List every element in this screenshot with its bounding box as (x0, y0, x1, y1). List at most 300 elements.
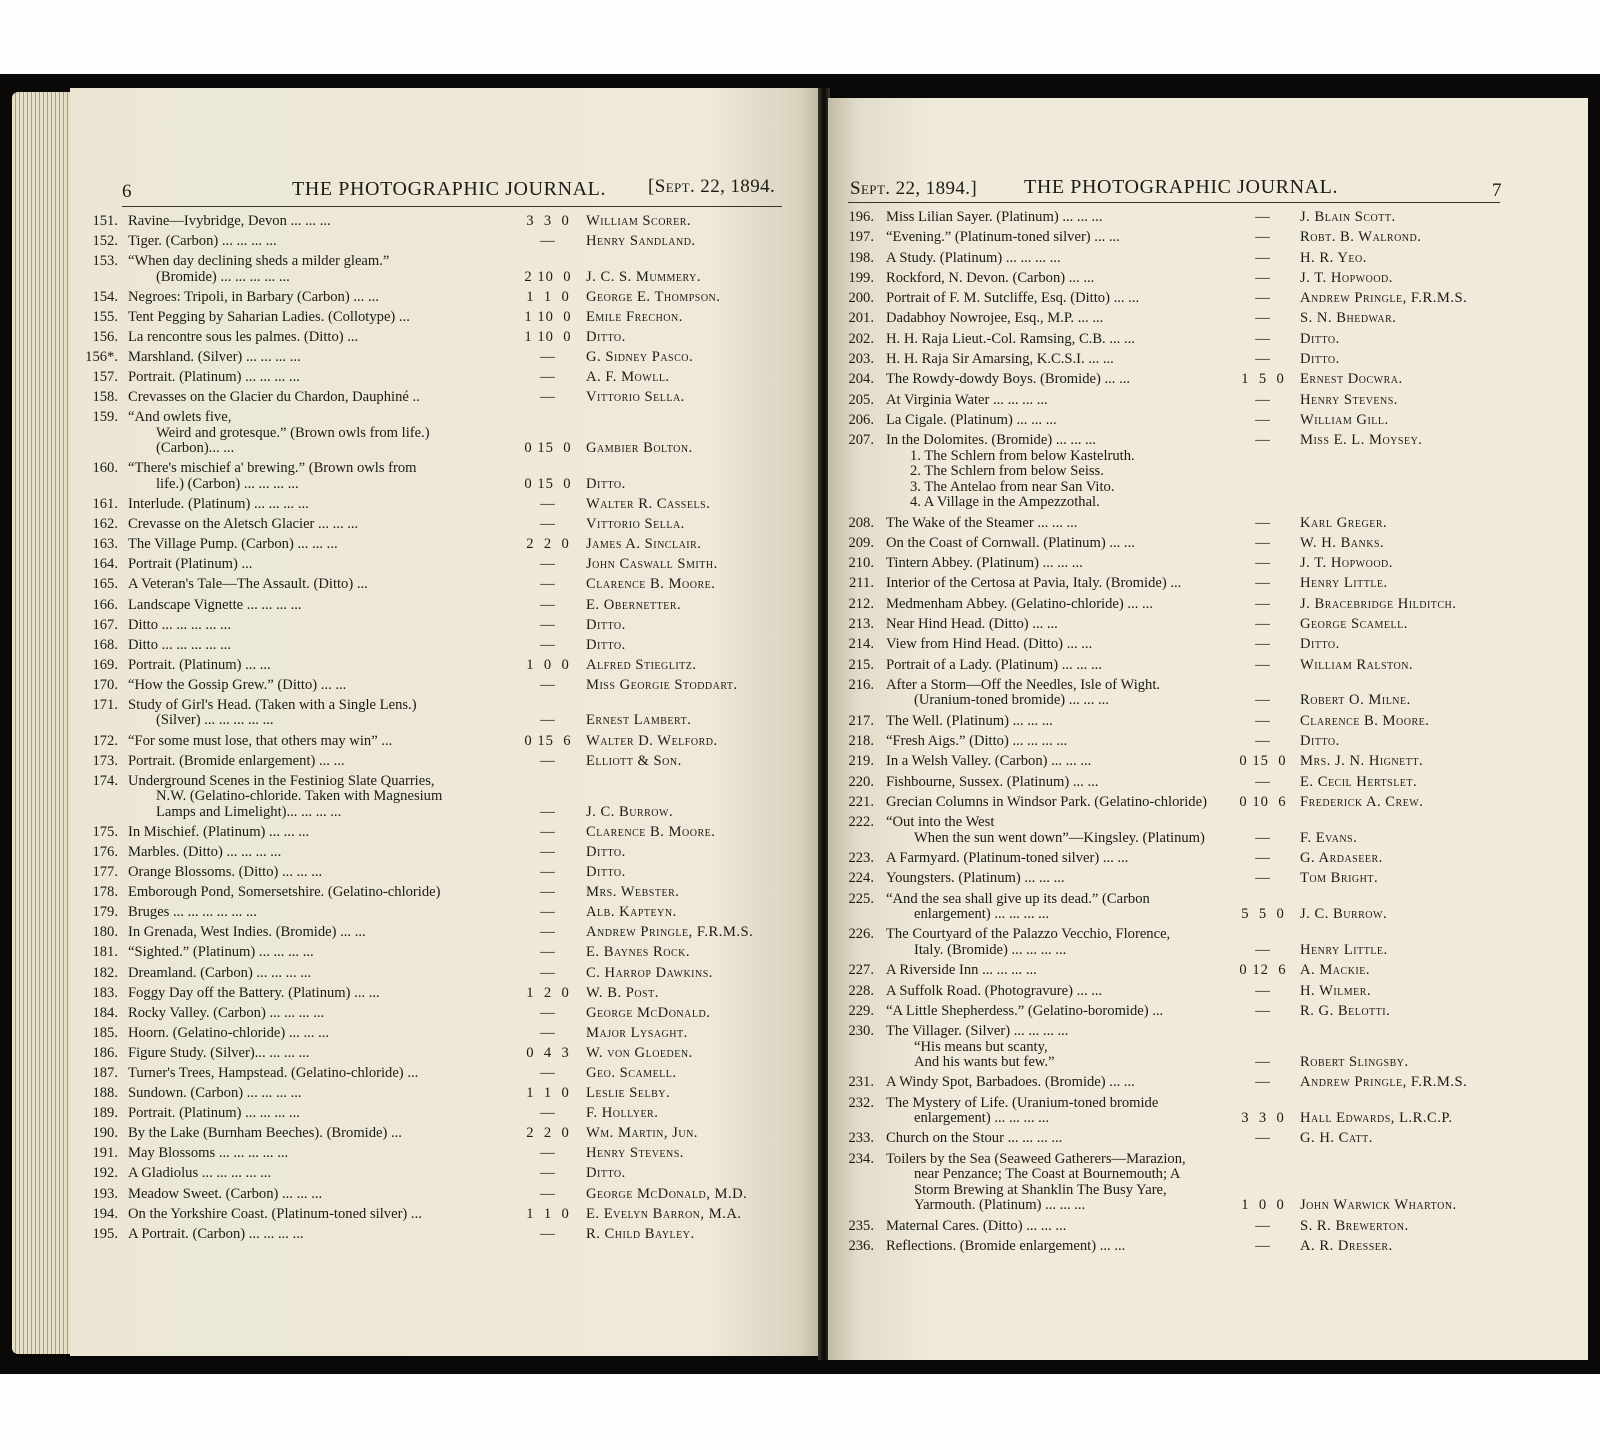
catalogue-entry (70, 575, 822, 595)
entry-price: 0 15 0 (1239, 753, 1287, 770)
entry-price: 1 1 0 (526, 1085, 570, 1102)
entry-number: 181. (92, 944, 118, 961)
entry-number: 182. (92, 964, 118, 981)
entry-exhibitor: H. R. Yeo. (1300, 249, 1367, 266)
entry-number: 229. (848, 1002, 874, 1019)
entry-title-line: A Study. (Platinum) ... ... ... ... (886, 249, 1061, 266)
entry-sub-item: 4. A Village in the Ampezzothal. (910, 494, 1100, 511)
catalogue-entry (828, 961, 1588, 981)
entry-exhibitor: Clarence B. Moore. (1300, 712, 1430, 729)
entry-exhibitor: Andrew Pringle, F.R.M.S. (1300, 290, 1468, 307)
entry-price: 0 4 3 (526, 1044, 570, 1061)
entry-title-line: Portrait of a Lady. (Platinum) ... ... ... (886, 656, 1102, 673)
entry-price: — (540, 1225, 556, 1242)
entry-title (128, 774, 513, 821)
catalogue-entry (828, 269, 1588, 289)
right-page (828, 98, 1588, 1360)
catalogue-entry (828, 534, 1588, 554)
entry-price: — (1255, 656, 1271, 673)
entry-title-line: Dadabhoy Nowrojee, Esq., M.P. ... ... (886, 310, 1104, 327)
entry-title (128, 537, 513, 553)
catalogue-entry (828, 330, 1588, 350)
entry-price: — (1255, 773, 1271, 790)
entry-title-line: The Rowdy-dowdy Boys. (Bromide) ... ... (886, 371, 1131, 388)
entry-title (128, 925, 513, 941)
entry-number: 193. (92, 1185, 118, 1202)
entry-exhibitor: George E. Thompson. (586, 288, 721, 305)
entry-number: 226. (848, 926, 874, 943)
entry-title (128, 658, 513, 674)
entry-title-line: Italy. (Bromide) ... ... ... ... (914, 941, 1067, 958)
entry-title (128, 410, 513, 457)
catalogue-entry (70, 1185, 822, 1205)
entry-title (128, 254, 513, 285)
catalogue-entry (70, 408, 822, 459)
entry-price: 1 1 0 (526, 288, 570, 305)
entry-price: 1 0 0 (1241, 1197, 1285, 1214)
entry-price: — (540, 712, 556, 729)
entry-price: — (1255, 330, 1271, 347)
entry-price: — (540, 884, 556, 901)
catalogue-entry (70, 1164, 822, 1184)
entry-title (128, 698, 513, 729)
entry-sub-item: 3. The Antelao from near San Vito. (910, 478, 1115, 495)
entry-number: 169. (92, 656, 118, 673)
catalogue-entry (70, 1225, 822, 1245)
catalogue-entry (828, 793, 1588, 813)
entry-title-line: Youngsters. (Platinum) ... ... ... (886, 870, 1065, 887)
entry-exhibitor: William Gill. (1300, 411, 1389, 428)
entry-title (886, 536, 1229, 552)
catalogue-entry (828, 391, 1588, 411)
catalogue-entry (828, 289, 1588, 309)
entry-title-line: life.) (Carbon) ... ... ... ... (156, 475, 299, 492)
page-edges (12, 92, 74, 1354)
entry-title (128, 390, 513, 406)
entry-exhibitor: G. H. Catt. (1300, 1130, 1373, 1147)
entry-title-line: In Grenada, West Indies. (Bromide) ... ... (128, 924, 366, 941)
entry-number: 204. (848, 371, 874, 388)
catalogue-entry (70, 288, 822, 308)
catalogue-entry (828, 350, 1588, 370)
entry-number: 164. (92, 556, 118, 573)
entry-price: — (540, 924, 556, 941)
entry-title-line: near Penzance; The Coast at Bournemouth; A (914, 1166, 1181, 1183)
entry-exhibitor: R. Child Bayley. (586, 1225, 695, 1242)
entry-price: 0 15 0 (524, 475, 572, 492)
entry-exhibitor: J. Bracebridge Hilditch. (1300, 595, 1457, 612)
entry-number: 152. (92, 233, 118, 250)
entry-price: 1 0 0 (526, 656, 570, 673)
entry-title (886, 413, 1229, 429)
catalogue-entry (70, 964, 822, 984)
catalogue-entry (828, 1073, 1588, 1093)
entry-title (128, 865, 513, 881)
entry-title (128, 754, 513, 770)
entry-title-line: A Gladiolus ... ... ... ... ... (128, 1165, 272, 1182)
entry-exhibitor: Leslie Selby. (586, 1085, 671, 1102)
entry-exhibitor: Miss Georgie Stoddart. (586, 676, 738, 693)
entry-price: — (540, 1064, 556, 1081)
entry-exhibitor: J. T. Hopwood. (1300, 269, 1393, 286)
catalogue-entry (70, 1205, 822, 1225)
entry-title-line: “How the Gossip Grew.” (Ditto) ... ... (128, 676, 347, 693)
catalogue-entry (828, 514, 1588, 534)
entry-title-line: Emborough Pond, Somersetshire. (Gelatino-chloride) (128, 884, 441, 901)
catalogue-entry (70, 1044, 822, 1064)
catalogue-entry (70, 696, 822, 732)
entry-exhibitor: George McDonald, M.D. (586, 1185, 748, 1202)
entry-exhibitor: James A. Sinclair. (586, 536, 702, 553)
catalogue-entry (70, 772, 822, 823)
entry-title-line: A Windy Spot, Barbadoes. (Bromide) ... ... (886, 1074, 1135, 1091)
catalogue-entry (70, 596, 822, 616)
entry-number: 151. (92, 213, 118, 229)
entry-title (886, 271, 1229, 287)
entry-price: 1 2 0 (526, 984, 570, 1001)
catalogue-entry (828, 1237, 1588, 1257)
entry-price: — (540, 369, 556, 386)
entry-title-line: The Wake of the Steamer ... ... ... (886, 514, 1078, 531)
entry-price: — (540, 1145, 556, 1162)
entry-number: 206. (848, 411, 874, 428)
entry-number: 166. (92, 596, 118, 613)
entry-number: 178. (92, 884, 118, 901)
entry-title (128, 1086, 513, 1102)
entry-number: 231. (848, 1074, 874, 1091)
entry-title (886, 815, 1229, 846)
entry-price: — (1255, 733, 1271, 750)
catalogue-entry (828, 1022, 1588, 1073)
entry-number: 158. (92, 389, 118, 406)
entry-title-line: Study of Girl's Head. (Taken with a Single Lens.) (128, 696, 417, 713)
entry-title-line: La Cigale. (Platinum) ... ... ... (886, 411, 1057, 428)
entry-exhibitor: G. Ardaseer. (1300, 850, 1383, 867)
entry-title-line: When the sun went down”—Kingsley. (Platinum) (914, 829, 1205, 846)
entry-title-line: The Village Pump. (Carbon) ... ... ... (128, 536, 338, 553)
entry-title-line: Portrait (Platinum) ... (128, 556, 253, 573)
entry-price: — (1255, 534, 1271, 551)
entry-number: 214. (848, 636, 874, 653)
entry-title (886, 678, 1229, 709)
entry-title (128, 1006, 513, 1022)
entry-number: 208. (848, 514, 874, 531)
catalogue-entry (828, 1002, 1588, 1022)
entry-price: — (540, 944, 556, 961)
issue-date: Sept. 22, 1894.] (850, 178, 978, 199)
entry-number: 200. (848, 290, 874, 307)
entry-title-line: Storm Brewing at Shanklin The Busy Yare, (914, 1181, 1167, 1198)
entry-title-line: By the Lake (Burnham Beeches). (Bromide) ... (128, 1125, 402, 1142)
entry-number: 219. (848, 753, 874, 770)
entry-title (128, 734, 513, 750)
entry-exhibitor: John Caswall Smith. (586, 556, 718, 573)
entry-number: 218. (848, 733, 874, 750)
entry-number: 157. (92, 369, 118, 386)
entry-exhibitor: Robert Slingsby. (1300, 1054, 1409, 1071)
entry-title-line: Figure Study. (Silver)... ... ... ... (128, 1044, 310, 1061)
catalogue-entry (828, 656, 1588, 676)
entry-title-line: Rockford, N. Devon. (Carbon) ... ... (886, 269, 1095, 286)
entry-title (128, 350, 513, 366)
entry-number: 171. (92, 696, 118, 713)
entry-number: 165. (92, 576, 118, 593)
entry-title (128, 825, 513, 841)
entry-title (128, 214, 513, 230)
entry-exhibitor: Henry Little. (1300, 941, 1388, 958)
entry-number: 203. (848, 351, 874, 368)
entry-number: 220. (848, 773, 874, 790)
entry-title (886, 1075, 1229, 1091)
catalogue-entry (828, 208, 1588, 228)
entry-number: 156. (92, 328, 118, 345)
entry-title (886, 393, 1229, 409)
catalogue-entry (828, 712, 1588, 732)
entry-title (886, 597, 1229, 613)
entry-exhibitor: Ditto. (586, 636, 626, 653)
entry-number: 192. (92, 1165, 118, 1182)
entry-price: 1 1 0 (526, 1205, 570, 1222)
entry-price: — (540, 349, 556, 366)
entry-title-line: Portrait. (Platinum) ... ... ... ... (128, 369, 300, 386)
entry-price: — (1255, 1237, 1271, 1254)
catalogue-entry (70, 984, 822, 1004)
catalogue-entry (828, 1217, 1588, 1237)
entry-price: — (1255, 1054, 1271, 1071)
entry-title-line: Interior of the Certosa at Pavia, Italy. (Bromide) ... (886, 575, 1182, 592)
entry-title (886, 372, 1229, 388)
entry-number: 201. (848, 310, 874, 327)
catalogue-entry (70, 752, 822, 772)
entry-exhibitor: Mrs. J. N. Hignett. (1300, 753, 1424, 770)
issue-date: [Sept. 22, 1894. (648, 176, 776, 197)
entry-title-line: The Villager. (Silver) ... ... ... ... (886, 1023, 1069, 1040)
entry-exhibitor: Ditto. (1300, 330, 1340, 347)
entry-title (886, 311, 1229, 327)
entry-price: 0 10 6 (1239, 793, 1287, 810)
entry-exhibitor: E. Obernetter. (586, 596, 682, 613)
entry-title (886, 617, 1229, 633)
entry-exhibitor: Alfred Stieglitz. (586, 656, 697, 673)
entry-title-line: Crevasses on the Glacier du Chardon, Dauphiné .. (128, 389, 420, 406)
entry-title-line: enlargement) ... ... ... ... (914, 1110, 1050, 1127)
entry-price: — (1255, 249, 1271, 266)
entry-title-line: Maternal Cares. (Ditto) ... ... ... (886, 1217, 1067, 1234)
entry-price: 0 15 6 (524, 732, 572, 749)
entry-number: 199. (848, 269, 874, 286)
entry-title-line: Hoorn. (Gelatino-chloride) ... ... ... (128, 1024, 330, 1041)
entry-title-line: Medmenham Abbey. (Gelatino-chloride) ... ... (886, 595, 1153, 612)
catalogue-entry (70, 656, 822, 676)
entry-price: 1 5 0 (1241, 371, 1285, 388)
entry-title (128, 1126, 513, 1142)
entry-title (128, 986, 513, 1002)
entry-exhibitor: Frederick A. Crew. (1300, 793, 1424, 810)
catalogue-entry (828, 1129, 1588, 1149)
entry-title-line: Near Hind Head. (Ditto) ... ... (886, 616, 1058, 633)
entry-title (128, 234, 513, 250)
entry-title-line: In a Welsh Valley. (Carbon) ... ... ... (886, 753, 1092, 770)
entry-title-line: A Veteran's Tale—The Assault. (Ditto) ... (128, 576, 368, 593)
entry-exhibitor: Mrs. Webster. (586, 884, 680, 901)
entry-title-line: On the Yorkshire Coast. (Platinum-toned silver) ... (128, 1205, 422, 1222)
entry-number: 215. (848, 656, 874, 673)
catalogue-list-right (828, 208, 1588, 1257)
entry-price: — (540, 1024, 556, 1041)
entry-title-line: “A Little Shepherdess.” (Gelatino-boromide) ... (886, 1002, 1164, 1019)
entry-exhibitor: Henry Little. (1300, 575, 1388, 592)
entry-exhibitor: S. N. Bhedwar. (1300, 310, 1397, 327)
entry-title (128, 310, 513, 326)
entry-price: — (1255, 432, 1271, 449)
running-header-left (70, 88, 822, 208)
entry-title (128, 845, 513, 861)
entry-exhibitor: W. von Gloeden. (586, 1044, 693, 1061)
entry-title-line: The Well. (Platinum) ... ... ... (886, 712, 1053, 729)
entry-price: — (1255, 575, 1271, 592)
entry-title (886, 963, 1229, 979)
catalogue-entry (70, 863, 822, 883)
entry-exhibitor: Ditto. (1300, 636, 1340, 653)
entry-exhibitor: George McDonald. (586, 1004, 711, 1021)
entry-title (128, 945, 513, 961)
entry-price: — (1255, 1074, 1271, 1091)
entry-number: 153. (92, 253, 118, 270)
entry-title-line: Negroes: Tripoli, in Barbary (Carbon) ... ... (128, 288, 379, 305)
entry-exhibitor: Ditto. (1300, 733, 1340, 750)
entry-title-line: Underground Scenes in the Festiniog Slate Quarries, (128, 772, 435, 789)
entry-title (128, 598, 513, 614)
page-number: 6 (122, 181, 132, 202)
entry-title (886, 1219, 1229, 1235)
entry-title-line: Fishbourne, Sussex. (Platinum) ... ... (886, 773, 1099, 790)
entry-price: — (1255, 692, 1271, 709)
entry-title (886, 795, 1229, 811)
entry-number: 186. (92, 1044, 118, 1061)
catalogue-entry (70, 232, 822, 252)
entry-title-line: H. H. Raja Lieut.-Col. Ramsing, C.B. ... ... (886, 330, 1135, 347)
entry-exhibitor: William Scorer. (586, 213, 692, 229)
entry-title (886, 516, 1229, 532)
entry-exhibitor: Ernest Lambert. (586, 712, 692, 729)
entry-number: 212. (848, 595, 874, 612)
entry-price: — (540, 823, 556, 840)
entry-exhibitor: Emile Frechon. (586, 308, 683, 325)
entry-title-line: “His means but scanty, (914, 1038, 1048, 1055)
catalogue-entry (70, 1124, 822, 1144)
journal-title: THE PHOTOGRAPHIC JOURNAL. (1024, 176, 1339, 198)
entry-title (886, 556, 1229, 572)
entry-price: — (1255, 636, 1271, 653)
entry-number: 209. (848, 534, 874, 551)
entry-exhibitor: Geo. Scamell. (586, 1064, 677, 1081)
entry-exhibitor: Tom Bright. (1300, 870, 1379, 887)
entry-title-line: (Bromide) ... ... ... ... ... (156, 268, 290, 285)
entry-title (128, 1046, 513, 1062)
entry-exhibitor: Henry Stevens. (586, 1145, 684, 1162)
entry-price: — (1255, 1217, 1271, 1234)
entry-price: — (540, 1185, 556, 1202)
entry-price: — (540, 576, 556, 593)
entry-exhibitor: E. Baynes Rock. (586, 944, 691, 961)
entry-title-line: The Mystery of Life. (Uranium-toned bromide (886, 1094, 1159, 1111)
entry-title (886, 1024, 1229, 1071)
catalogue-entry (70, 732, 822, 752)
entry-title-line: Reflections. (Bromide enlargement) ... ... (886, 1237, 1126, 1254)
entry-title (128, 290, 513, 306)
entry-exhibitor: J. C. S. Mummery. (586, 268, 701, 285)
entry-price: — (540, 516, 556, 533)
catalogue-entry (70, 348, 822, 368)
entry-exhibitor: Henry Sandland. (586, 233, 696, 250)
entry-price: — (1255, 712, 1271, 729)
catalogue-entry (828, 849, 1588, 869)
entry-exhibitor: Major Lysaght. (586, 1024, 688, 1041)
entry-title-line: Ditto ... ... ... ... ... (128, 636, 231, 653)
entry-price: — (540, 864, 556, 881)
entry-title (886, 734, 1229, 750)
entry-price: 3 3 0 (526, 213, 570, 229)
entry-title-line: Tiger. (Carbon) ... ... ... ... (128, 233, 277, 250)
catalogue-entry (70, 883, 822, 903)
entry-title-line: A Portrait. (Carbon) ... ... ... ... (128, 1225, 304, 1242)
entry-title-line: May Blossoms ... ... ... ... ... (128, 1145, 289, 1162)
entry-exhibitor: Karl Greger. (1300, 514, 1388, 531)
entry-title (128, 370, 513, 386)
entry-price: — (540, 556, 556, 573)
catalogue-entry (828, 574, 1588, 594)
entry-price: — (1255, 269, 1271, 286)
entry-number: 162. (92, 516, 118, 533)
entry-exhibitor: J. Blain Scott. (1300, 209, 1396, 225)
entry-exhibitor: Ditto. (586, 616, 626, 633)
entry-title-line: “There's mischief a' brewing.” (Brown owls from (128, 460, 417, 477)
entry-exhibitor: George Scamell. (1300, 616, 1408, 633)
entry-title (128, 885, 513, 901)
entry-title (886, 352, 1229, 368)
entry-price: — (1255, 870, 1271, 887)
entry-title (886, 332, 1229, 348)
entry-title-line: “And owlets five, (128, 409, 232, 426)
entry-exhibitor: Gambier Bolton. (586, 440, 693, 457)
entry-price: — (1255, 290, 1271, 307)
entry-exhibitor: J. C. Burrow. (586, 803, 674, 820)
entry-title-line: Miss Lilian Sayer. (Platinum) ... ... ... (886, 209, 1103, 225)
entry-price: 2 10 0 (524, 268, 572, 285)
entry-title (886, 871, 1229, 887)
entry-number: 188. (92, 1085, 118, 1102)
entry-exhibitor: Walter D. Welford. (586, 732, 718, 749)
catalogue-entry (828, 411, 1588, 431)
catalogue-entry (828, 773, 1588, 793)
entry-number: 177. (92, 864, 118, 881)
catalogue-entry (70, 903, 822, 923)
entry-title-line: On the Coast of Cornwall. (Platinum) ... ... (886, 534, 1135, 551)
entry-number: 187. (92, 1064, 118, 1081)
header-rule (122, 206, 782, 207)
entry-title (886, 1004, 1229, 1020)
entry-title-line: Dreamland. (Carbon) ... ... ... ... (128, 964, 312, 981)
entry-title-line: “When day declining sheds a milder gleam.” (128, 253, 390, 270)
entry-exhibitor: John Warwick Wharton. (1300, 1197, 1457, 1214)
entry-number: 205. (848, 391, 874, 408)
entry-title (128, 1187, 513, 1203)
entry-title (128, 1146, 513, 1162)
entry-number: 197. (848, 229, 874, 246)
entry-number: 174. (92, 772, 118, 789)
entry-price: — (540, 904, 556, 921)
entry-sub-item: 2. The Schlern from below Seiss. (910, 463, 1104, 480)
